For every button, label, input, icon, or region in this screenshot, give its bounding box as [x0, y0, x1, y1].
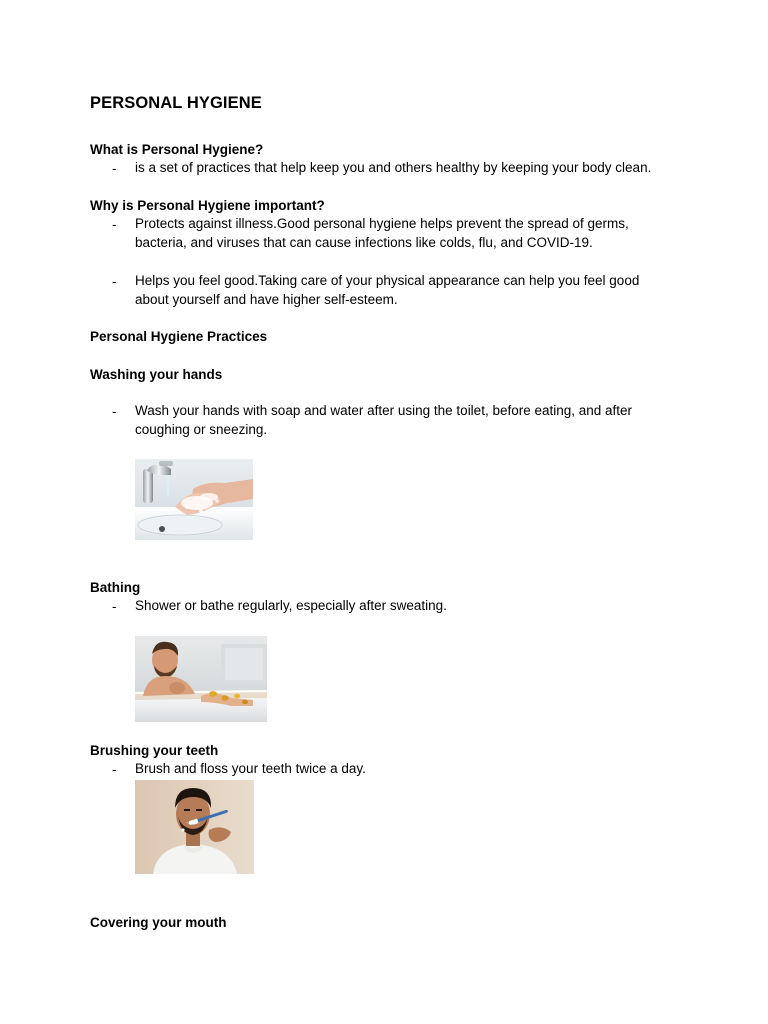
bullet-text: Wash your hands with soap and water after using the toilet, before eating, and after coughing or sneezing. — [135, 403, 633, 437]
bullet-marker: - — [112, 404, 117, 419]
section-heading: What is Personal Hygiene? — [90, 142, 264, 157]
toothbrushing-photo — [135, 780, 254, 874]
section-heading: Why is Personal Hygiene important? — [90, 198, 325, 213]
page-title: PERSONAL HYGIENE — [90, 94, 262, 112]
bullet-marker: - — [112, 762, 117, 777]
bullet-marker: - — [112, 217, 117, 232]
handwashing-photo — [135, 459, 253, 540]
bullet-marker: - — [112, 161, 117, 176]
bullet-text: Protects against illness.Good personal hygiene helps prevent the spread of germs, bacteria, and viruses that can cause infections like colds, flu, and COVID-19. — [135, 216, 629, 250]
section-heading: Brushing your teeth — [90, 743, 219, 758]
bullet-marker: - — [112, 599, 117, 614]
section-heading: Washing your hands — [90, 367, 223, 382]
bathing-photo — [135, 636, 267, 722]
section-heading: Bathing — [90, 580, 141, 595]
bullet-text: is a set of practices that help keep you and others healthy by keeping your body clean. — [135, 160, 652, 175]
bullet-text: Brush and floss your teeth twice a day. — [135, 761, 366, 776]
bullet-marker: - — [112, 274, 117, 289]
bullet-text: Shower or bathe regularly, especially after sweating. — [135, 598, 447, 613]
bullet-text: Helps you feel good.Taking care of your physical appearance can help you feel good about yourself and have higher self-esteem. — [135, 273, 640, 307]
section-heading: Covering your mouth — [90, 915, 227, 930]
section-heading: Personal Hygiene Practices — [90, 329, 268, 344]
